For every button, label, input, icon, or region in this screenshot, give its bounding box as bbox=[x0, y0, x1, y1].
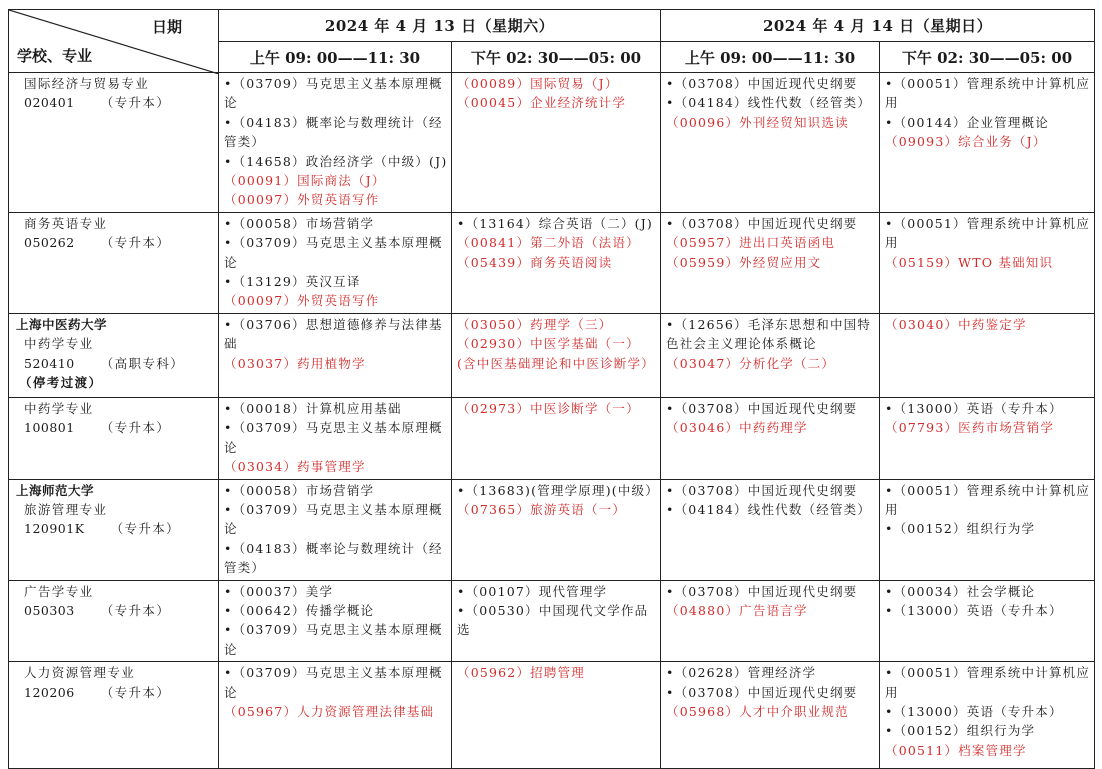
optional-course: （03034）药事管理学 bbox=[224, 459, 366, 475]
degree-level: （专升本） bbox=[100, 684, 171, 700]
exam-slot-cell bbox=[661, 313, 880, 397]
required-course: •（12656）毛泽东思想和中国特色社会主义理论体系概论 bbox=[666, 316, 872, 352]
major-name: 中药学专业 bbox=[24, 336, 94, 352]
exam-slot-cell bbox=[219, 313, 452, 397]
required-course: •（03708）中国近现代史纲要 bbox=[666, 482, 858, 498]
major-cell bbox=[9, 313, 219, 397]
optional-course: （00045）企业经济统计学 bbox=[457, 95, 627, 111]
required-course: •（03706）思想道德修养与法律基础 bbox=[224, 316, 443, 352]
required-course: •（13164）综合英语（二）(J) bbox=[457, 215, 654, 231]
time-slot-header: 上午 09: 00——11: 30 bbox=[219, 42, 452, 73]
optional-course: （05968）人才中介职业规范 bbox=[666, 703, 849, 719]
schedule-body bbox=[9, 73, 1095, 769]
table-row bbox=[9, 580, 1095, 662]
major-cell bbox=[9, 662, 219, 769]
major-code: 120206 bbox=[24, 684, 75, 700]
degree-level: （专升本） bbox=[100, 95, 171, 111]
date-axis-label: 日期 bbox=[151, 18, 182, 36]
major-name: 商务英语专业 bbox=[24, 215, 108, 231]
corner-header bbox=[9, 10, 219, 73]
optional-course: （00511）档案管理学 bbox=[885, 742, 1027, 758]
time-slot-header: 下午 02: 30——05: 00 bbox=[880, 42, 1095, 73]
optional-course: （03040）中药鉴定学 bbox=[885, 316, 1027, 332]
major-code-line bbox=[24, 354, 215, 373]
major-code-line bbox=[24, 93, 215, 112]
table-row bbox=[9, 73, 1095, 213]
major-code: 020401 bbox=[24, 95, 75, 111]
required-course: •（00152）组织行为学 bbox=[885, 723, 1036, 739]
required-course: •（13000）英语（专升本） bbox=[885, 703, 1063, 719]
required-course: •（04183）概率论与数理统计（经管类） bbox=[224, 114, 443, 150]
optional-course: （00096）外刊经贸知识选读 bbox=[666, 114, 849, 130]
required-course: •（00051）管理系统中计算机应用 bbox=[885, 215, 1091, 251]
date-header-day2: 2024 年 4 月 14 日（星期日） bbox=[661, 10, 1095, 42]
table-row bbox=[9, 662, 1095, 769]
required-course: •（03709）马克思主义基本原理概论 bbox=[224, 420, 443, 455]
required-course: •（04184）线性代数（经管类） bbox=[666, 95, 872, 111]
exam-schedule-table bbox=[8, 9, 1095, 769]
required-course: •（03709）马克思主义基本原理概论 bbox=[224, 76, 443, 111]
exam-slot-cell bbox=[880, 580, 1095, 662]
table-row bbox=[9, 479, 1095, 580]
major-code-line bbox=[24, 418, 215, 437]
optional-course: （00089）国际贸易（J） bbox=[457, 76, 619, 91]
optional-course: （00841）第二外语（法语） bbox=[457, 235, 640, 251]
university-name: 上海师范大学 bbox=[16, 482, 95, 498]
required-course: •（04184）线性代数（经管类） bbox=[666, 501, 872, 517]
major-name: 中药学专业 bbox=[24, 400, 94, 416]
optional-course: （05957）进出口英语函电 bbox=[666, 235, 836, 251]
required-course: •（03709）马克思主义基本原理概论 bbox=[224, 235, 443, 270]
university-name: 上海中医药大学 bbox=[16, 316, 108, 332]
required-course: •（13683)(管理学原理)(中级） bbox=[457, 482, 659, 498]
required-course: •（00034）社会学概论 bbox=[885, 583, 1036, 599]
optional-course: （02973）中医诊断学（一） bbox=[457, 400, 640, 416]
required-course: •（00051）管理系统中计算机应用 bbox=[885, 76, 1091, 111]
exam-slot-cell bbox=[880, 662, 1095, 769]
optional-course: （05439）商务英语阅读 bbox=[457, 254, 613, 270]
exam-slot-cell bbox=[452, 313, 661, 397]
exam-slot-cell bbox=[661, 580, 880, 662]
degree-level: （专升本） bbox=[100, 602, 171, 618]
degree-level: （专升本） bbox=[110, 521, 181, 537]
degree-level: （专升本） bbox=[100, 235, 171, 251]
required-course: •（13000）英语（专升本） bbox=[885, 602, 1063, 618]
required-course: •（03708）中国近现代史纲要 bbox=[666, 215, 858, 231]
exam-slot-cell bbox=[219, 479, 452, 580]
major-name: 广告学专业 bbox=[24, 583, 94, 599]
required-course: •（00107）现代管理学 bbox=[457, 583, 608, 599]
exam-slot-cell bbox=[452, 73, 661, 213]
optional-course: （00097）外贸英语写作 bbox=[224, 192, 380, 208]
exam-slot-cell bbox=[452, 397, 661, 479]
exam-slot-cell bbox=[219, 397, 452, 479]
required-course: •（04183）概率论与数理统计（经管类） bbox=[224, 540, 443, 576]
required-course: •（03708）中国近现代史纲要 bbox=[666, 76, 858, 91]
major-cell bbox=[9, 73, 219, 213]
required-course: •（00152）组织行为学 bbox=[885, 521, 1036, 537]
optional-course: （03050）药理学（三） bbox=[457, 316, 613, 332]
optional-course: （05159）WTO 基础知识 bbox=[885, 254, 1054, 270]
optional-course: （07793）医药市场营销学 bbox=[885, 420, 1055, 436]
major-cell bbox=[9, 212, 219, 313]
table-row bbox=[9, 397, 1095, 479]
exam-slot-cell bbox=[880, 397, 1095, 479]
exam-slot-cell bbox=[661, 212, 880, 313]
exam-slot-cell bbox=[219, 73, 452, 213]
exam-slot-cell bbox=[880, 313, 1095, 397]
optional-course: （03046）中药药理学 bbox=[666, 420, 808, 436]
required-course: •（03709）马克思主义基本原理概论 bbox=[224, 622, 443, 657]
optional-course: （05962）招聘管理 bbox=[457, 665, 585, 681]
table-row bbox=[9, 313, 1095, 397]
required-course: •（02628）管理经济学 bbox=[666, 665, 817, 681]
exam-slot-cell bbox=[661, 73, 880, 213]
major-cell bbox=[9, 580, 219, 662]
exam-slot-cell bbox=[452, 479, 661, 580]
major-code: 050303 bbox=[24, 602, 75, 618]
required-course: •（00642）传播学概论 bbox=[224, 602, 375, 618]
major-cell bbox=[9, 397, 219, 479]
optional-course: （03047）分析化学（二） bbox=[666, 355, 836, 371]
optional-course: （02930）中医学基础（一）(含中医基础理论和中医诊断学） bbox=[457, 336, 655, 371]
exam-slot-cell bbox=[880, 212, 1095, 313]
required-course: •（00530）中国现代文学作品选 bbox=[457, 602, 649, 638]
required-course: •（13000）英语（专升本） bbox=[885, 400, 1063, 416]
required-course: •（00144）企业管理概论 bbox=[885, 114, 1049, 130]
required-course: •（03708）中国近现代史纲要 bbox=[666, 400, 858, 416]
exam-slot-cell bbox=[219, 580, 452, 662]
exam-slot-cell bbox=[880, 73, 1095, 213]
major-code-line bbox=[24, 519, 215, 538]
date-header-day1: 2024 年 4 月 13 日（星期六） bbox=[219, 10, 661, 42]
major-code-line bbox=[24, 601, 215, 620]
major-code-line bbox=[24, 233, 215, 252]
major-code: 520410 bbox=[24, 355, 75, 371]
major-code: 120901K bbox=[24, 521, 85, 537]
exam-slot-cell bbox=[219, 662, 452, 769]
required-course: •（03708）中国近现代史纲要 bbox=[666, 583, 858, 599]
optional-course: （07365）旅游英语（一） bbox=[457, 501, 627, 517]
major-code-line bbox=[24, 683, 215, 702]
required-course: •（00037）美学 bbox=[224, 583, 334, 599]
major-name: 人力资源管理专业 bbox=[24, 665, 136, 681]
exam-slot-cell bbox=[661, 397, 880, 479]
optional-course: （05967）人力资源管理法律基础 bbox=[224, 703, 435, 719]
degree-level: （高职专科） bbox=[100, 355, 185, 371]
major-name: 旅游管理专业 bbox=[24, 501, 108, 517]
required-course: •（00018）计算机应用基础 bbox=[224, 400, 402, 416]
exam-slot-cell bbox=[452, 580, 661, 662]
exam-slot-cell bbox=[661, 662, 880, 769]
exam-slot-cell bbox=[880, 479, 1095, 580]
time-slot-header: 下午 02: 30——05: 00 bbox=[452, 42, 661, 73]
required-course: •（14658）政治经济学（中级）(J) bbox=[224, 153, 448, 169]
required-course: •（03709）马克思主义基本原理概论 bbox=[224, 665, 443, 700]
major-cell bbox=[9, 479, 219, 580]
required-course: •（00058）市场营销学 bbox=[224, 482, 375, 498]
exam-slot-cell bbox=[661, 479, 880, 580]
optional-course: （03037）药用植物学 bbox=[224, 355, 366, 371]
optional-course: （00091）国际商法（J） bbox=[224, 173, 386, 189]
optional-course: （00097）外贸英语写作 bbox=[224, 293, 380, 309]
optional-course: （05959）外经贸应用文 bbox=[666, 254, 822, 270]
exam-slot-cell bbox=[219, 212, 452, 313]
exam-slot-cell bbox=[452, 662, 661, 769]
major-code: 050262 bbox=[24, 235, 75, 251]
required-course: •（03709）马克思主义基本原理概论 bbox=[224, 501, 443, 537]
major-code: 100801 bbox=[24, 420, 75, 436]
exam-slot-cell bbox=[452, 212, 661, 313]
major-name: 国际经济与贸易专业 bbox=[24, 76, 150, 91]
time-slot-header: 上午 09: 00——11: 30 bbox=[661, 42, 880, 73]
required-course: •（13129）英汉互译 bbox=[224, 274, 361, 290]
exam-schedule bbox=[8, 9, 1095, 769]
required-course: •（03708）中国近现代史纲要 bbox=[666, 684, 858, 700]
table-row bbox=[9, 212, 1095, 313]
optional-course: （09093）综合业务（J） bbox=[885, 134, 1047, 150]
school-axis-label: 学校、专业 bbox=[17, 47, 93, 65]
degree-level: （专升本） bbox=[100, 420, 171, 436]
required-course: •（00051）管理系统中计算机应用 bbox=[885, 482, 1091, 517]
required-course: •（00051）管理系统中计算机应用 bbox=[885, 665, 1091, 700]
required-course: •（00058）市场营销学 bbox=[224, 215, 375, 231]
major-note: （停考过渡） bbox=[19, 375, 103, 391]
optional-course: （04880）广告语言学 bbox=[666, 602, 808, 618]
